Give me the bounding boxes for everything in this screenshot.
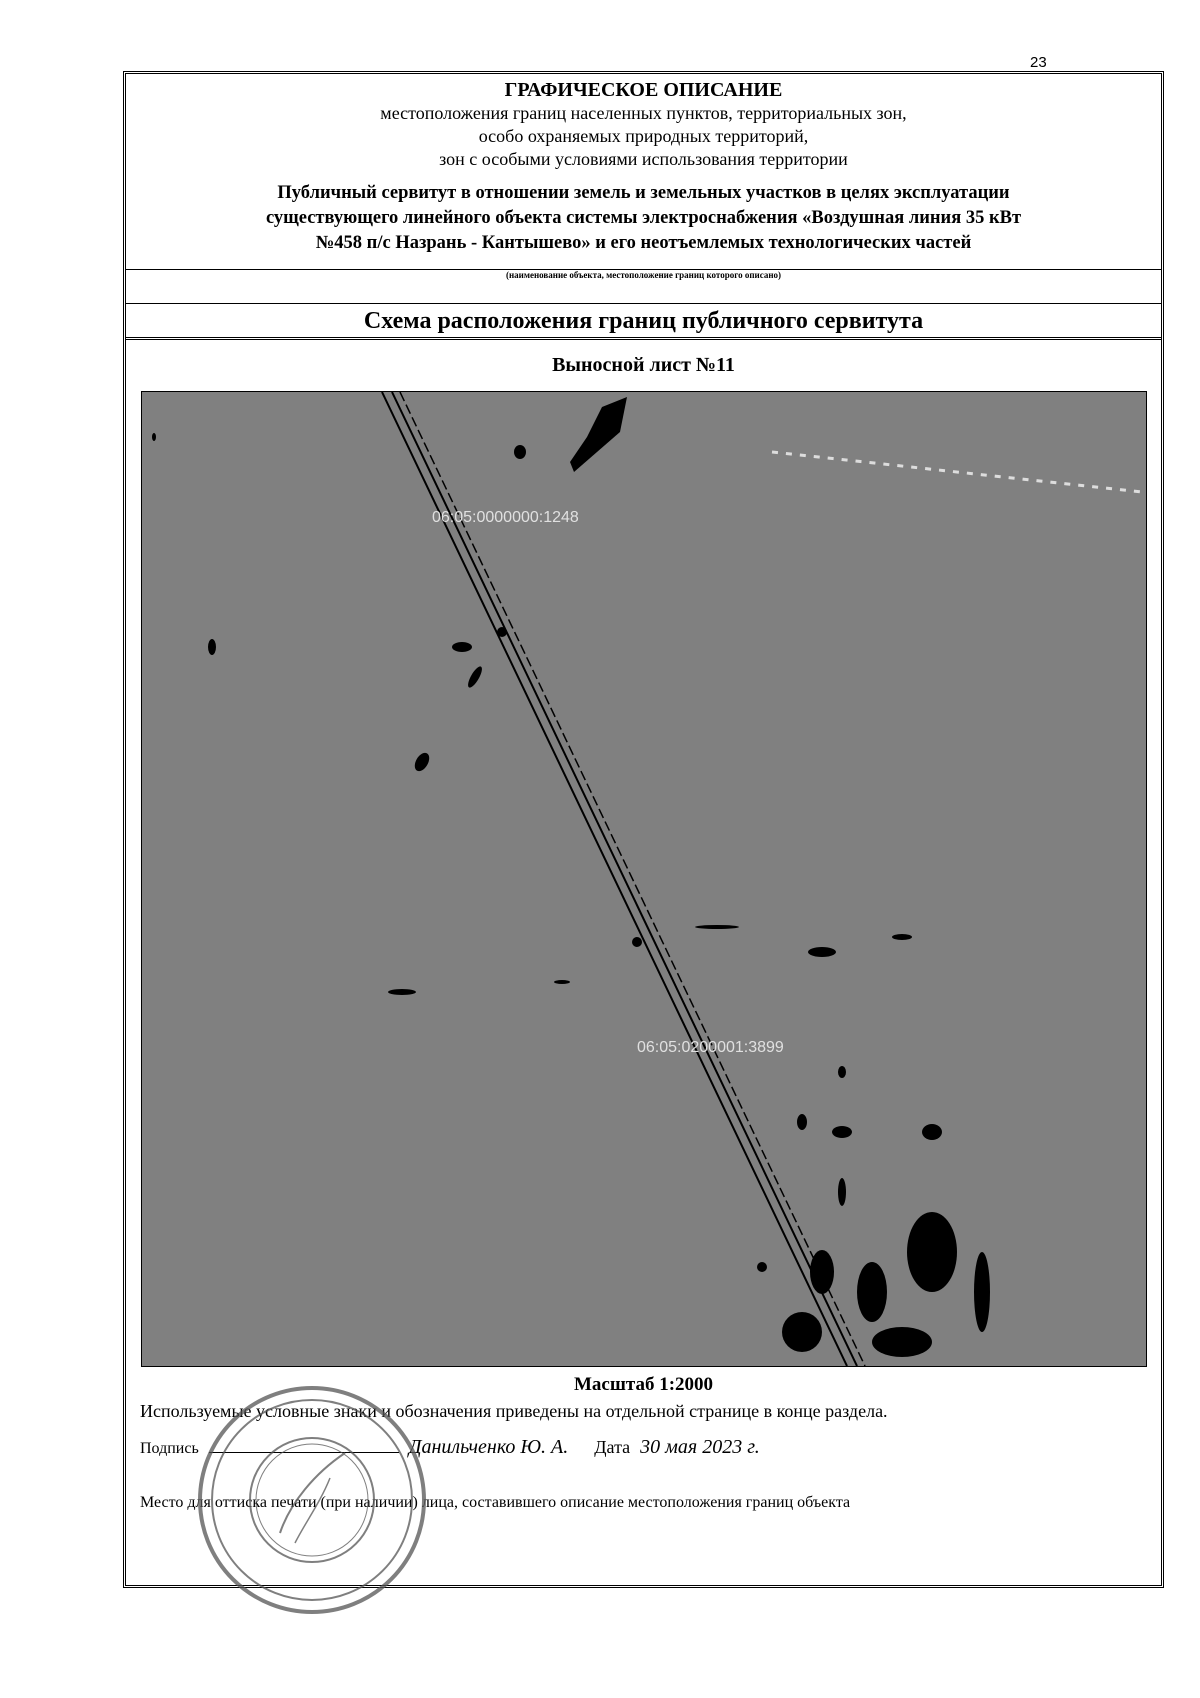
document-subtitle-line-3: зон с особыми условиями использования территории: [439, 149, 848, 169]
map-image: [141, 391, 1147, 1367]
page-number: 23: [1030, 54, 1047, 71]
signature-date: 30 мая 2023 г.: [640, 1436, 760, 1458]
schema-title: Схема расположения границ публичного сервитута: [363, 308, 924, 334]
object-name: [126, 181, 1161, 256]
sheet-title: Выносной лист №11: [552, 354, 735, 376]
object-caption: (наименование объекта, местоположение границ которого описано): [505, 270, 782, 280]
schema-title-row: [126, 304, 1161, 340]
document-subtitle-line-1: местоположения границ населенных пунктов, территориальных зон,: [380, 103, 907, 123]
header-block: [126, 74, 1161, 270]
power-line: [382, 392, 865, 1366]
dashed-boundary: [772, 452, 1142, 492]
signature-label: Подпись: [140, 1440, 199, 1457]
pole-markers: [497, 627, 767, 1272]
object-caption-row: [126, 270, 1161, 304]
signature-date-label: Дата: [594, 1437, 631, 1457]
terrain-marks: [152, 397, 990, 1357]
legend-note: Используемые условные знаки и обозначения приведены на отдельной странице в конце раздела.: [140, 1401, 888, 1421]
stamp-place-text: Место для оттиска печати (при наличии) лица, составившего описание местоположения границ объекта: [140, 1494, 851, 1511]
object-name-line-2: существующего линейного объекта системы электроснабжения «Воздушная линия 35 кВт: [265, 208, 1022, 228]
object-name-line-1: Публичный сервитут в отношении земель и земельных участков в целях эксплуатации: [277, 183, 1010, 203]
document-subtitle-line-2: особо охраняемых природных территорий,: [478, 126, 809, 146]
seal-stamp-icon: [195, 1383, 430, 1618]
object-name-line-3: №458 п/с Назрань - Кантышево» и его неотъемлемых технологических частей: [315, 233, 972, 253]
parcel-label-1: 06:05:0000000:1248: [432, 509, 579, 526]
scale-label: Масштаб 1:2000: [573, 1374, 714, 1395]
map-drawing: [142, 392, 1146, 1366]
document-title: ГРАФИЧЕСКОЕ ОПИСАНИЕ: [504, 79, 783, 101]
document-frame: [123, 71, 1164, 1588]
parcel-label-2: 06:05:0200001:3899: [637, 1039, 784, 1056]
signature-name: Данильченко Ю. А.: [408, 1436, 569, 1458]
